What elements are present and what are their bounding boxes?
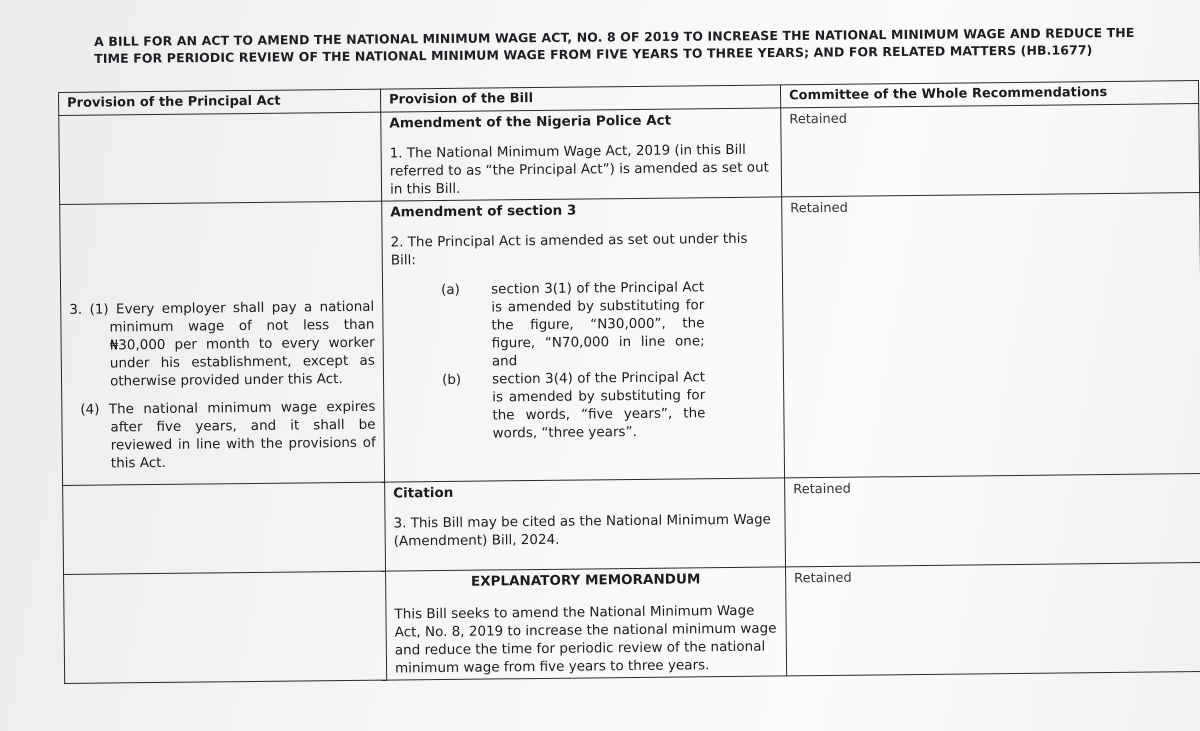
list-item <box>391 278 775 372</box>
recommendation-cell <box>781 104 1200 197</box>
recommendation-cell <box>785 474 1200 567</box>
header-committee-recommendations: Committee of the Whole Recommendations <box>780 81 1198 108</box>
recommendation-status: Retained <box>790 200 848 217</box>
bill-cell <box>385 478 786 571</box>
comparison-table <box>58 80 1200 684</box>
principal-cell <box>64 571 387 683</box>
principal-cell <box>63 482 386 574</box>
header-principal-act: Provision of the Principal Act <box>59 89 381 115</box>
bill-clause-text: 1. The National Minimum Wage Act, 2019 (in this Bill referred to as “the Principal Act”) is amended as set out in this Bill. <box>389 141 769 198</box>
recommendation-cell <box>786 563 1200 676</box>
principal-cell <box>60 201 385 485</box>
sub-item-text: section 3(4) of the Principal Act is amended by substituting for the words, “five years”, the words, “three years”. <box>491 369 706 442</box>
sub-item-mark: (b) <box>441 371 462 388</box>
bill-section-heading: Citation <box>393 484 454 502</box>
recommendation-status: Retained <box>789 111 848 128</box>
recommendation-cell <box>782 193 1200 478</box>
recommendation-status: Retained <box>794 570 852 587</box>
bill-cell <box>386 567 787 680</box>
bill-clause-text: 3. This Bill may be cited as the National Minimum Wage (Amendment) Bill, 2024. <box>393 511 772 550</box>
list-item <box>392 368 776 444</box>
table-row <box>59 104 1200 205</box>
header-provision-of-bill: Provision of the Bill <box>380 85 780 112</box>
bill-section-heading: Amendment of section 3 <box>390 202 577 221</box>
principal-cell <box>59 112 382 204</box>
bill-sub-items <box>391 278 776 444</box>
bill-title: A BILL FOR AN ACT TO AMEND THE NATIONAL MINIMUM WAGE ACT, NO. 8 OF 2019 TO INCREASE THE NATIONAL MINIMUM WAGE AND REDUCE THE TIME FOR PERIODIC REVIEW OF THE NATIONAL MINIMUM WAGE FROM FIVE YEARS TO THREE YEARS; AND FOR RELATED MATTERS (HB.1677) <box>94 24 1135 66</box>
sub-item-mark: (a) <box>441 281 460 298</box>
explanatory-memorandum-heading: EXPLANATORY MEMORANDUM <box>470 571 701 590</box>
bill-clause-text: 2. The Principal Act is amended as set out under this Bill: <box>390 230 748 269</box>
sub-item-text: section 3(1) of the Principal Act is amended by substituting for the figure, “N30,000”, the figure, “N70,000 in line one; and <box>491 279 705 370</box>
bill-cell <box>381 108 782 201</box>
explanatory-memorandum-text: This Bill seeks to amend the National Minimum Wage Act, No. 8, 2019 to increase the national minimum wage and reduce the time for periodic review of the national minimum wage from five years to three years. <box>394 602 777 677</box>
table-row <box>63 474 1200 575</box>
recommendation-status: Retained <box>793 481 851 498</box>
bill-cell <box>382 197 785 482</box>
table-row <box>60 193 1200 486</box>
principal-clause-3-1: 3. (1) Every employer shall pay a national minimum wage of not less than ₦30,000 per month to every worker under his establishment, except as otherwise provided under this Act. <box>69 298 375 390</box>
bill-section-heading: Amendment of the Nigeria Police Act <box>389 112 672 132</box>
principal-clause-3-4: (4) The national minimum wage expires after five years, and it shall be reviewed in line with the provisions of this Act. <box>80 398 376 472</box>
table-row <box>64 563 1200 684</box>
